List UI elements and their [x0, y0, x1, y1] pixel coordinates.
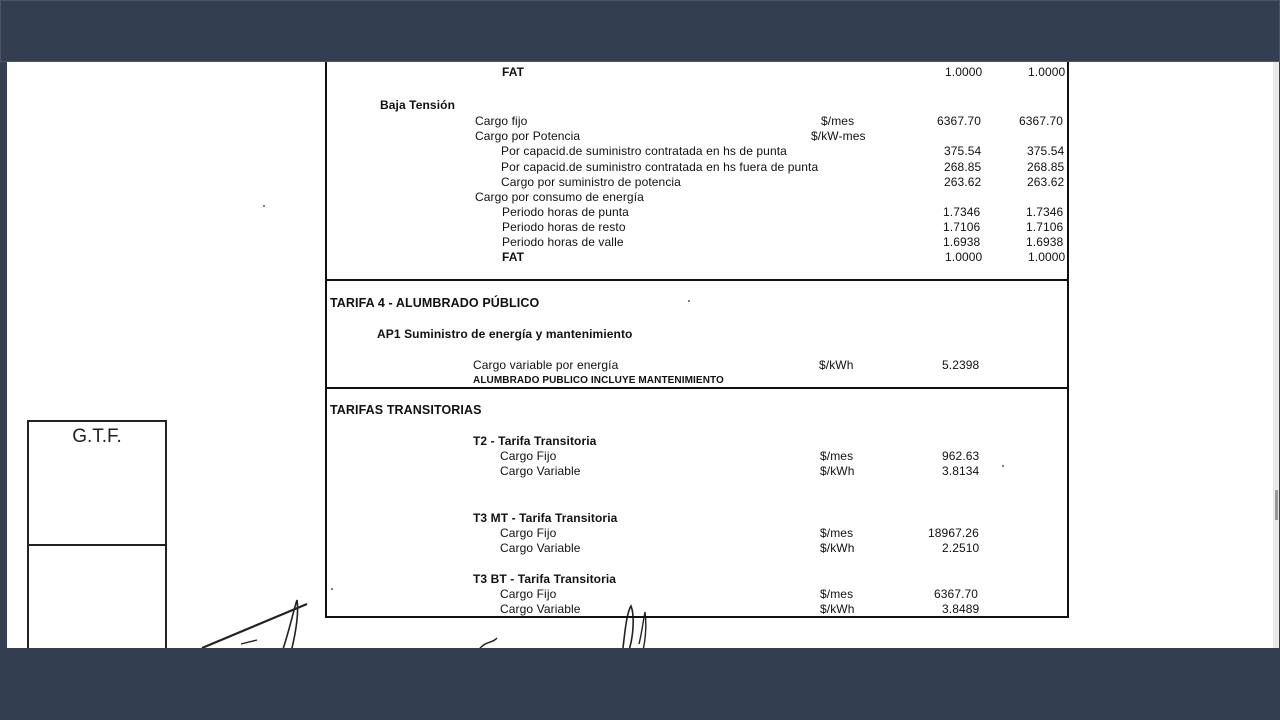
gtf-stamp-box	[27, 420, 167, 648]
row-label: Por capacid.de suministro contratada en hs de punta	[501, 144, 787, 158]
group-row-unit: $/kWh	[820, 541, 855, 555]
row-value-1: 1.7346	[943, 205, 981, 219]
group-row-unit: $/kWh	[820, 602, 855, 616]
tariff-table	[325, 62, 1069, 618]
transitorias-heading: TARIFAS TRANSITORIAS	[330, 403, 482, 417]
group-row-label: Cargo Fijo	[500, 587, 557, 601]
row-value-1: 1.7106	[943, 220, 981, 234]
row-label: Periodo horas de resto	[502, 220, 626, 234]
row-value-1: 1.0000	[945, 250, 983, 264]
row-unit: $/mes	[821, 114, 855, 128]
group-row-value: 18967.26	[928, 526, 979, 540]
group-row-value: 3.8489	[942, 602, 980, 616]
row-value-2: 268.85	[1027, 160, 1065, 174]
row-value-2: 6367.70	[1019, 114, 1064, 128]
fat-label-top: FAT	[502, 65, 525, 79]
tarifa4-heading: TARIFA 4 - ALUMBRADO PÚBLICO	[330, 296, 540, 310]
row-value-2: 1.0000	[1028, 250, 1066, 264]
fat-value-1-top: 1.0000	[945, 65, 983, 79]
scan-speck	[263, 205, 265, 207]
row-value-2: 375.54	[1027, 144, 1065, 158]
row-value-2: 1.7346	[1026, 205, 1064, 219]
row-value-2: 1.6938	[1026, 235, 1064, 249]
row-label: Por capacid.de suministro contratada en hs fuera de punta	[501, 160, 819, 174]
row-unit: $/kW-mes	[811, 129, 866, 143]
group-row-unit: $/mes	[820, 526, 854, 540]
row-label: FAT	[502, 250, 525, 264]
row-value-2: 1.7106	[1026, 220, 1064, 234]
group-row-label: Cargo Variable	[500, 602, 581, 616]
row-value-2: 263.62	[1027, 175, 1065, 189]
group-row-unit: $/mes	[820, 449, 854, 463]
row-value-1: 263.62	[944, 175, 982, 189]
row-label: Cargo por suministro de potencia	[501, 175, 681, 189]
row-label: Cargo fijo	[475, 114, 528, 128]
row-label: Periodo horas de punta	[502, 205, 629, 219]
group-title: T3 MT - Tarifa Transitoria	[473, 511, 618, 525]
gtf-stamp-divider	[29, 544, 165, 546]
group-row-label: Cargo Variable	[500, 464, 581, 478]
row-value-1: 268.85	[944, 160, 982, 174]
group-row-value: 2.2510	[942, 541, 980, 555]
scrollbar-thumb[interactable]	[1275, 490, 1278, 520]
viewer-top-bar	[0, 0, 1280, 62]
gtf-stamp-title: G.T.F.	[72, 426, 122, 447]
row-label: Periodo horas de valle	[502, 235, 624, 249]
group-row-unit: $/kWh	[820, 464, 855, 478]
group-title: T3 BT - Tarifa Transitoria	[473, 572, 617, 586]
tarifa4-row-unit: $/kWh	[819, 358, 854, 372]
row-label: Cargo por Potencia	[475, 129, 581, 143]
row-value-1: 375.54	[944, 144, 982, 158]
group-row-label: Cargo Fijo	[500, 526, 557, 540]
group-row-unit: $/mes	[820, 587, 854, 601]
row-label: Cargo por consumo de energía	[475, 190, 644, 204]
tarifa4-row-label: Cargo variable por energía	[473, 358, 619, 372]
row-value-1: 1.6938	[943, 235, 981, 249]
tarifa4-note: ALUMBRADO PUBLICO INCLUYE MANTENIMIENTO	[473, 375, 724, 386]
vertical-scrollbar[interactable]	[1273, 62, 1279, 648]
group-title: T2 - Tarifa Transitoria	[473, 434, 597, 448]
group-row-value: 3.8134	[942, 464, 980, 478]
group-row-label: Cargo Fijo	[500, 449, 557, 463]
row-value-1: 6367.70	[937, 114, 982, 128]
document-page	[7, 62, 1273, 648]
group-row-value: 962.63	[942, 449, 980, 463]
group-row-value: 6367.70	[934, 587, 979, 601]
tarifa4-row-value: 5.2398	[942, 358, 980, 372]
viewer-bottom-bar	[0, 648, 1280, 710]
tarifa4-subheading: AP1 Suministro de energía y mantenimiento	[377, 327, 633, 341]
group-row-label: Cargo Variable	[500, 541, 581, 555]
section-divider	[327, 387, 1067, 389]
section-baja-tension: Baja Tensión	[380, 98, 455, 112]
fat-value-2-top: 1.0000	[1028, 65, 1066, 79]
section-divider	[327, 279, 1067, 281]
